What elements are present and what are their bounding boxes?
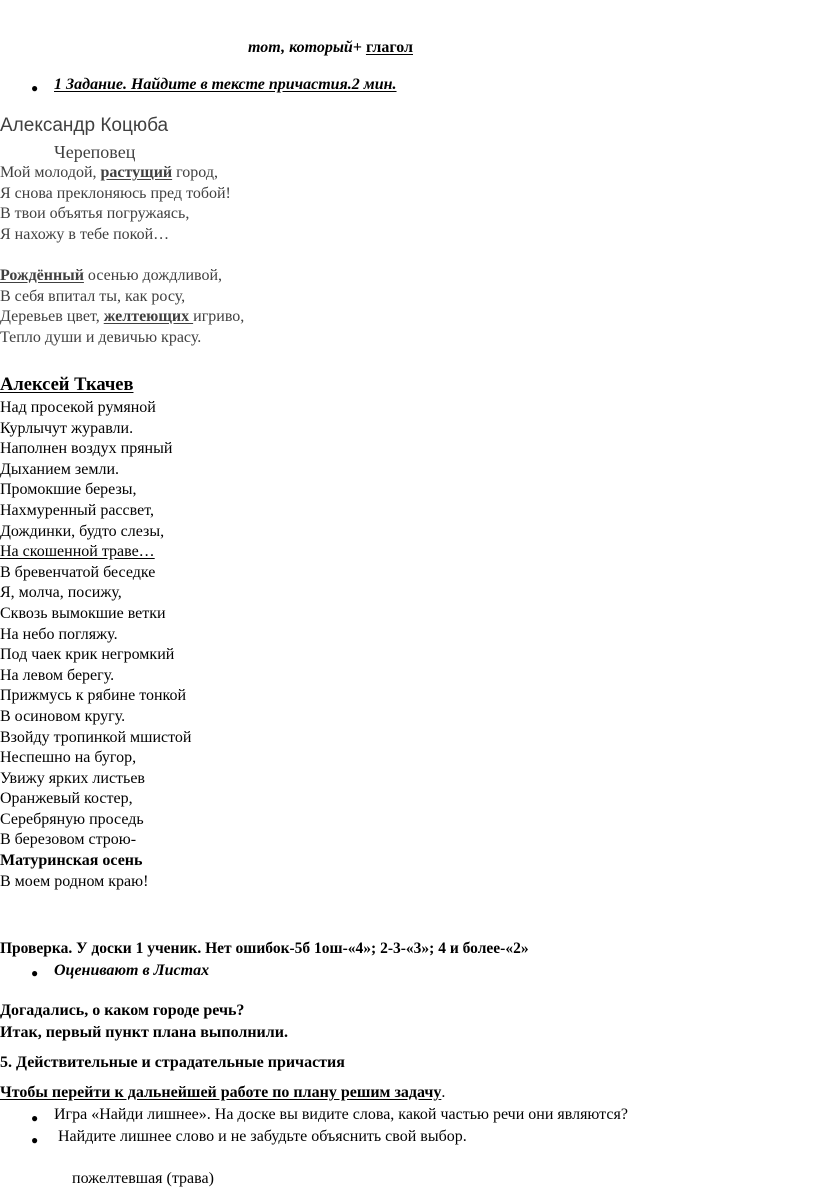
poem2-line: Я, молча, посижу, xyxy=(0,584,122,602)
poem1-text: Тепло души и девичью красу. xyxy=(0,328,202,346)
header-part1: тот, который xyxy=(248,39,353,56)
poem2-line: На левом берегу. xyxy=(0,666,115,684)
participle-highlight: растущий xyxy=(100,164,173,181)
poem1-text: Деревьев цвет, xyxy=(0,308,104,326)
poem1-line xyxy=(0,163,244,184)
poem2-line: Дыханием земли. xyxy=(0,460,119,478)
participle-highlight: Рождённый xyxy=(0,266,84,284)
poem1-line xyxy=(0,328,244,349)
poem1-title: Череповец xyxy=(54,142,136,162)
check-line: Проверка. У доски 1 ученик. Нет ошибок-5б 1ош-«4»; 2-3-«3»; 4 и более-«2» xyxy=(0,940,529,957)
poem1-text: игриво, xyxy=(193,308,245,326)
poem2-line: Взойду тропинкой мшистой xyxy=(0,728,192,746)
bullet-1: Игра «Найди лишнее». На доске вы видите слова, какой частью речи они являются? xyxy=(54,1106,628,1123)
section5-heading: 5. Действительные и страдательные причастия xyxy=(0,1054,345,1071)
poem1-line xyxy=(0,266,244,287)
participle-highlight: желтеющих xyxy=(103,308,194,326)
poem1-text: Я нахожу в тебе покой… xyxy=(0,225,170,243)
poem1-lines xyxy=(0,163,244,348)
poem1-text: Я снова преклоняюсь пред тобой! xyxy=(0,184,231,202)
poem2-lines xyxy=(0,398,191,892)
poem1-text: В себя впитал ты, как росу, xyxy=(0,287,186,305)
poem1-line xyxy=(0,245,244,266)
transition-line xyxy=(0,1084,445,1102)
task1: 1 Задание. Найдите в тексте причастия.2 мин. xyxy=(54,76,397,93)
header-part2: + xyxy=(352,39,366,56)
poem2-line: В бревенчатой беседке xyxy=(0,563,156,581)
poem2-line: Прижмусь к рябине тонкой xyxy=(0,687,187,705)
poem1-text: осенью дождливой, xyxy=(83,266,223,284)
bullet-2: Найдите лишнее слово и не забудьте объяснить свой выбор. xyxy=(58,1128,467,1145)
bullet-icon: ● xyxy=(31,81,39,95)
assess-line: Оценивают в Листах xyxy=(54,962,210,979)
transition-text: Чтобы перейти к дальнейшей работе по плану решим задачу xyxy=(0,1084,442,1101)
poem2-line: Дождинки, будто слезы, xyxy=(0,522,165,540)
poem1-line xyxy=(0,307,244,328)
bullet-icon: ● xyxy=(31,966,39,980)
poem2-line: Нахмуренный рассвет, xyxy=(0,501,154,519)
poem1-text: В твои объятья погружаясь, xyxy=(0,205,190,223)
poem2-line: В моем родном краю! xyxy=(0,872,149,890)
poem1-text: город, xyxy=(172,164,218,181)
poem2-line: Неспешно на бугор, xyxy=(0,749,137,767)
poem2-line: Курлычут журавли. xyxy=(0,419,134,437)
poem2-line: На скошенной траве… xyxy=(0,543,155,561)
poem2-line: Под чаек крик негромкий xyxy=(0,646,175,664)
header-part3: глагол xyxy=(365,39,413,56)
bullet-icon: ● xyxy=(31,1111,39,1125)
poem1-line xyxy=(0,184,244,205)
poem2-line: Увижу ярких листьев xyxy=(0,769,145,787)
poem1-author: Александр Коцюба xyxy=(0,115,169,136)
poem2-line: Оранжевый костер, xyxy=(0,790,133,808)
poem2-line: Сквозь вымокшие ветки xyxy=(0,604,166,622)
poem2-line: Серебряную проседь xyxy=(0,810,144,828)
poem1-line xyxy=(0,204,244,225)
poem2-line: На небо погляжу. xyxy=(0,625,118,643)
bullet-icon: ● xyxy=(31,1133,39,1147)
poem2-line: В осиновом кругу. xyxy=(0,707,126,725)
poem1-line xyxy=(0,225,244,246)
poem2-line: Над просекой румяной xyxy=(0,399,156,416)
poem2-line: Наполнен воздух пряный xyxy=(0,440,173,458)
poem2-line: Промокшие березы, xyxy=(0,481,137,499)
poem1-line xyxy=(0,287,244,308)
guess-line: Догадались, о каком городе речь? xyxy=(0,1002,245,1019)
transition-end: . xyxy=(441,1084,446,1101)
first-point-line: Итак, первый пункт плана выполнили. xyxy=(0,1024,288,1041)
header-line xyxy=(248,39,413,57)
word-line: пожелтевшая (трава) xyxy=(72,1170,214,1187)
poem2-line: Матуринская осень xyxy=(0,852,143,870)
poem2-line: В березовом строю- xyxy=(0,831,137,849)
poem1-text: Мой молодой, xyxy=(0,164,101,181)
poem2-author: Алексей Ткачев xyxy=(0,375,134,395)
